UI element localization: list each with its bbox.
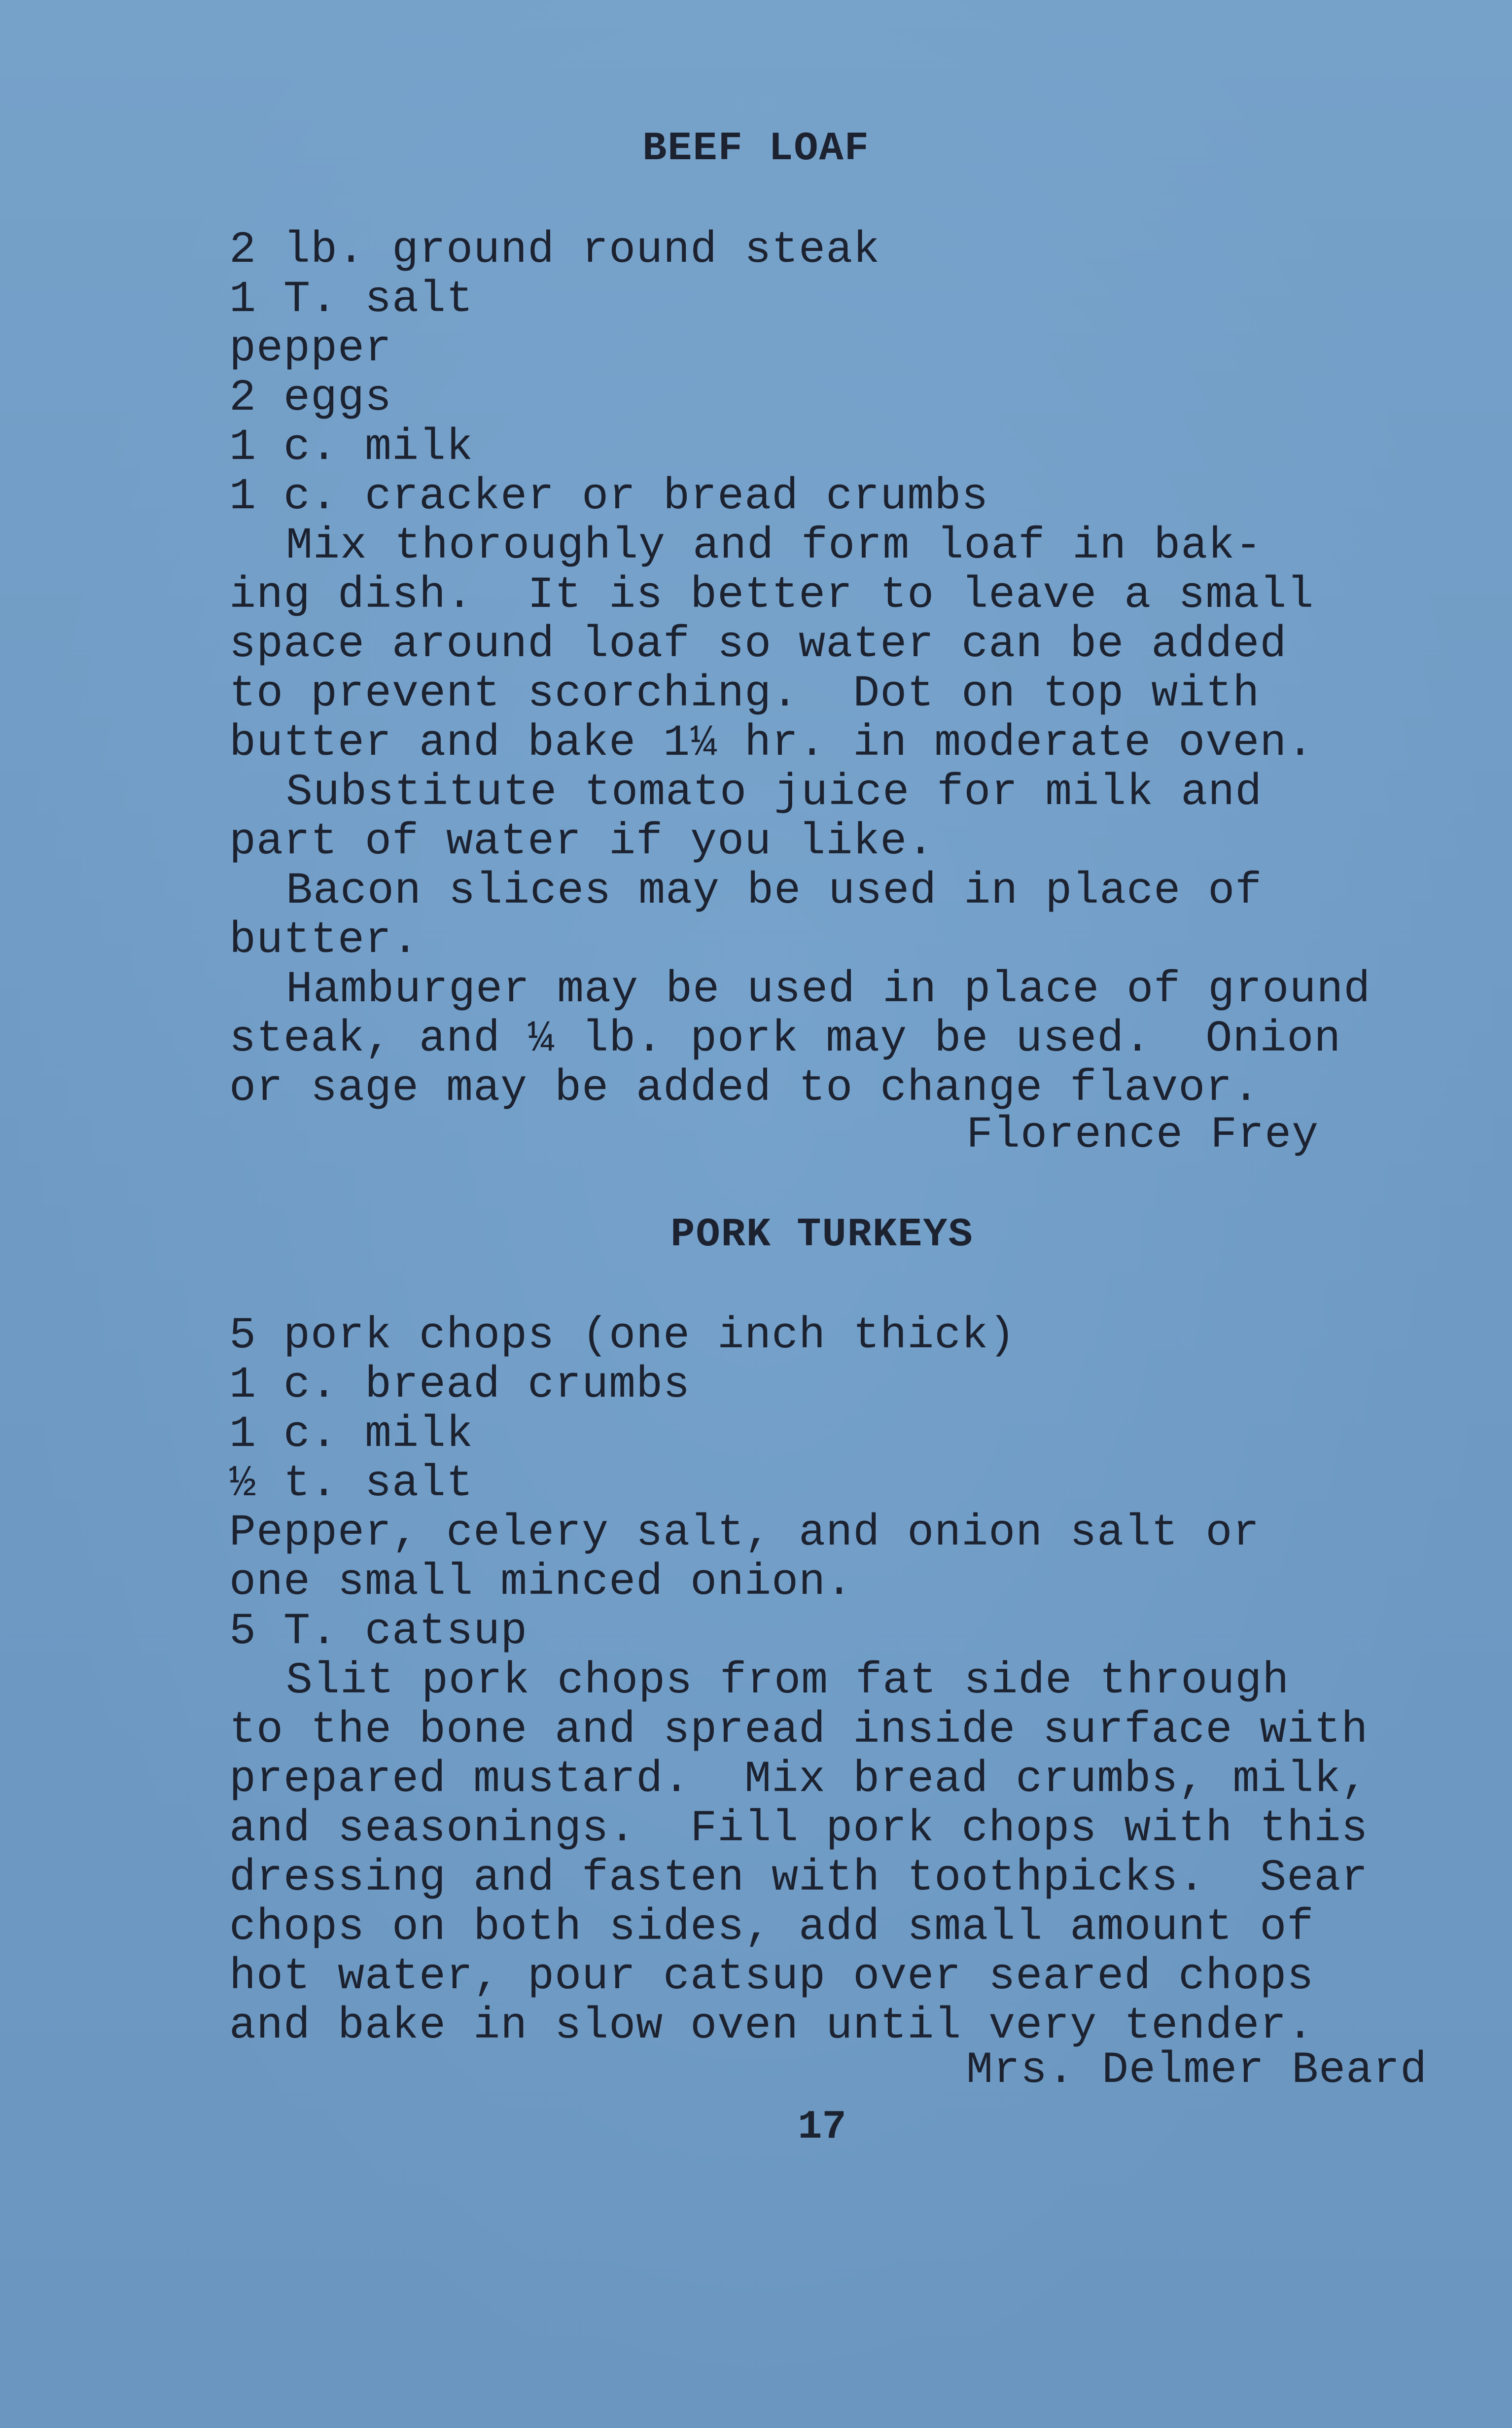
recipe-title-beef-loaf: BEEF LOAF — [642, 126, 870, 172]
direction-line: steak, and ¼ lb. pork may be used. Onion — [229, 1014, 1341, 1064]
ingredient-line: 2 lb. ground round steak — [229, 225, 880, 276]
direction-line: Mix thoroughly and form loaf in bak- — [286, 521, 1263, 571]
direction-line: prepared mustard. Mix bread crumbs, milk, — [229, 1755, 1369, 1805]
direction-line: ing dish. It is better to leave a small — [229, 570, 1314, 621]
direction-line: to prevent scorching. Dot on top with — [229, 669, 1260, 719]
direction-line: or sage may be added to change flavor. — [229, 1063, 1260, 1114]
direction-line: butter and bake 1¼ hr. in moderate oven. — [229, 718, 1314, 769]
ingredient-line: one small minced onion. — [229, 1557, 853, 1608]
direction-line: Hamburger may be used in place of ground — [286, 965, 1371, 1015]
direction-line: Substitute tomato juice for milk and — [286, 768, 1263, 818]
direction-line: to the bone and spread inside surface with — [229, 1705, 1369, 1756]
ingredient-line: 5 pork chops (one inch thick) — [229, 1311, 1016, 1361]
recipe-author: Mrs. Delmer Beard — [966, 2045, 1428, 2096]
recipe-title-pork-turkeys: PORK TURKEYS — [670, 1212, 974, 1258]
direction-line: Slit pork chops from fat side through — [286, 1656, 1290, 1706]
recipe-author: Florence Frey — [966, 1110, 1319, 1161]
ingredient-line: 1 T. salt — [229, 275, 474, 325]
direction-line: part of water if you like. — [229, 817, 935, 867]
direction-line: and bake in slow oven until very tender. — [229, 2001, 1314, 2051]
direction-line: and seasonings. Fill pork chops with this — [229, 1804, 1369, 1854]
direction-line: butter. — [229, 915, 420, 966]
ingredient-line: 1 c. milk — [229, 422, 474, 473]
direction-line: space around loaf so water can be added — [229, 620, 1287, 670]
ingredient-line: pepper — [229, 324, 392, 374]
direction-line: hot water, pour catsup over seared chops — [229, 1952, 1314, 2002]
ingredient-line: 1 c. cracker or bread crumbs — [229, 472, 989, 522]
ingredient-line: 5 T. catsup — [229, 1607, 528, 1657]
ingredient-line: ½ t. salt — [229, 1459, 474, 1509]
ingredient-line: 1 c. bread crumbs — [229, 1360, 691, 1410]
direction-line: Bacon slices may be used in place of — [286, 866, 1263, 916]
ingredient-line: 2 eggs — [229, 373, 392, 423]
direction-line: dressing and fasten with toothpicks. Sear — [229, 1853, 1369, 1903]
page-number: 17 — [798, 2104, 846, 2150]
ingredient-line: Pepper, celery salt, and onion salt or — [229, 1508, 1260, 1558]
ingredient-line: 1 c. milk — [229, 1409, 474, 1460]
direction-line: chops on both sides, add small amount of — [229, 1902, 1314, 1953]
